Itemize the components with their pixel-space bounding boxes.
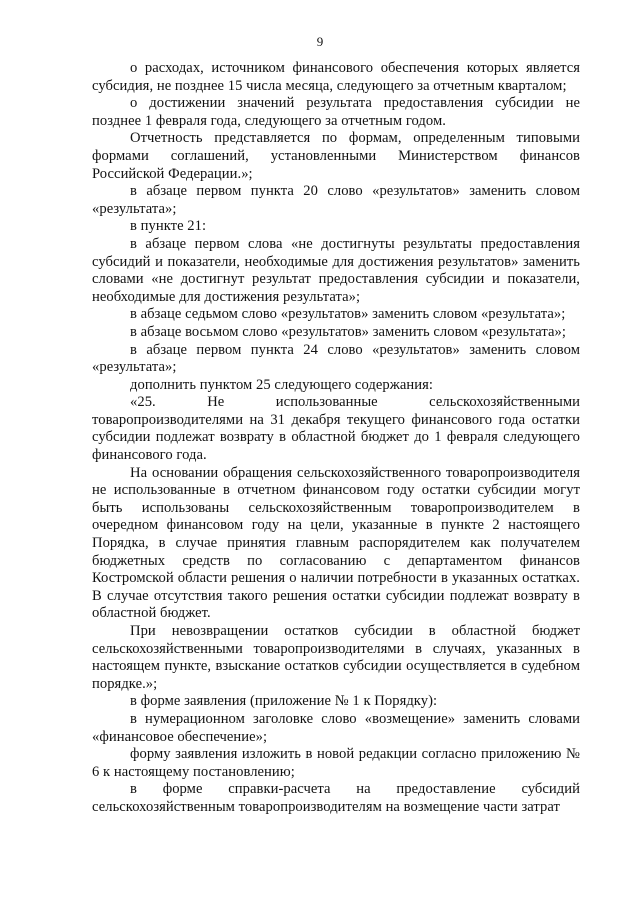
paragraph-point-21-eighth: в абзаце восьмом слово «результатов» заменить словом «результата»; — [130, 323, 566, 340]
paragraph-numbering-heading: в нумерационном заголовке слово «возмещение» заменить словами «финансовое обеспечение»; — [92, 710, 580, 745]
paragraph-application-form: в форме заявления (приложение № 1 к Порядку): — [130, 693, 438, 710]
paragraph-point-25-text: «25. Не использованные сельскохозяйственными товаропроизводителями на 31 декабря текущего финансового года остатки субсидии подлежат возврату в областной бюджет до 1 февраля следующего финансового года. — [92, 394, 580, 464]
paragraph-point-21-first: в абзаце первом слова «не достигнуты результаты предоставления субсидий и показатели, необходимые для достижения результатов» заменить словами «не достигнут результат предоставления субсидии и показатели, необходимые для достижения результата»; — [92, 235, 580, 305]
paragraph-point-21: в пункте 21: — [130, 218, 207, 235]
paragraph-non-return: При невозвращении остатков субсидии в областной бюджет сельскохозяйственными товаропроизводителями в случаях, указанных в настоящем пункте, взыскание остатков субсидии осуществляется в судебном порядке.»; — [92, 623, 580, 692]
document-body — [92, 60, 580, 817]
paragraph-reporting-forms: Отчетность представляется по формам, определенным типовыми формами соглашений, установленными Министерством финансов Российской Федерации.»; — [92, 130, 580, 182]
paragraph-unused-balances: На основании обращения сельскохозяйственного товаропроизводителя не использованные в отчетном финансовом году остатки субсидии могут быть использованы сельскохозяйственным товаропроизводителем в очередном финансовом году на цели, указанные в пункте 2 настоящего Порядка, в случае принятия главным распорядителем как получателем бюджетных средств по согласованию с департаментом финансов Костромской области решения о наличии потребности в указанных остатках. В случае отсутствия такого решения остатки субсидии подлежат возврату в областной бюджет. — [92, 464, 580, 622]
paragraph-point-20: в абзаце первом пункта 20 слово «результатов» заменить словом «результата»; — [92, 183, 580, 217]
page-number: 9 — [316, 34, 324, 49]
paragraph-point-24: в абзаце первом пункта 24 слово «результатов» заменить словом «результата»; — [92, 341, 580, 376]
paragraph-new-form: форму заявления изложить в новой редакции согласно приложению № 6 к настоящему постановлению; — [92, 746, 580, 780]
paragraph-add-point-25: дополнить пунктом 25 следующего содержания: — [130, 376, 433, 393]
paragraph-calculation-form: в форме справки-расчета на предоставление субсидий сельскохозяйственным товаропроизводителям на возмещение части затрат — [92, 781, 580, 815]
paragraph-point-21-seventh: в абзаце седьмом слово «результатов» заменить словом «результата»; — [130, 306, 566, 323]
paragraph-expenses-report: о расходах, источником финансового обеспечения которых является субсидия, не позднее 15 числа месяца, следующего за отчетным кварталом; — [92, 60, 580, 94]
paragraph-result-report: о достижении значений результата предоставления субсидии не позднее 1 февраля года, следующего за отчетным годом. — [92, 95, 580, 129]
